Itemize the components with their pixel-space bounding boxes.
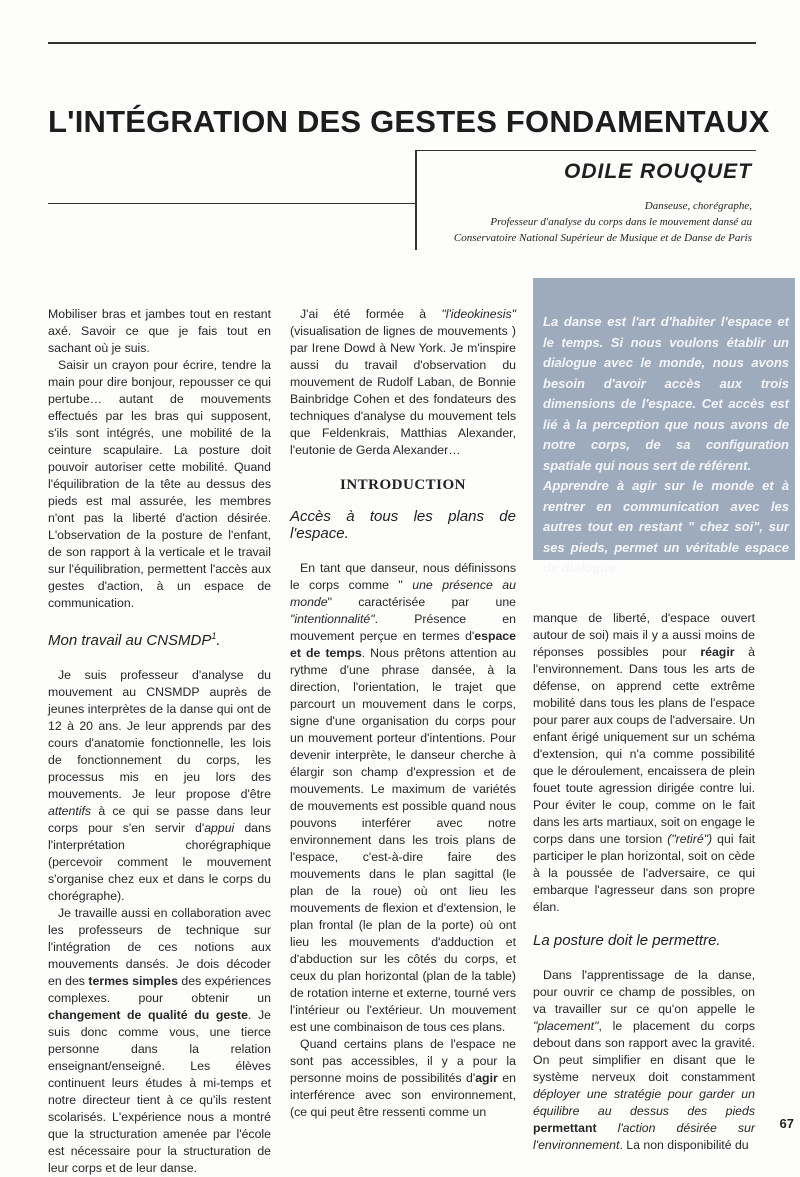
article-title: L'INTÉGRATION DES GESTES FONDAMENTAUX xyxy=(48,104,770,139)
col2-paragraph-2: En tant que danseur, nous définissons le corps comme " une présence au monde" caractérisée par une "intentionnalité". Présence en mouvement perçue en termes d'espace et de temps. Nous prêtons attention au rythme d'une phrase dansée, à la direction, l'orientation, le trajet que parcourt un mouvement dans le corps, signe d'une organisation du corps pour un mouvement porteur d'intentions. Pour devenir interprète, le danseur cherche à élargir son champ d'expression et de mouvements. Le maximum de variétés de mouvements est possible quand nous pouvons interférer avec notre environnement dans les trois plans de l'espace, c'est-à-dire faire des mouvements dans le plan sagittal (le plan de la roue) où ont lieu les mouvements de flexion et d'extension, le plan frontal (le plan de la porte) où ont lieu les mouvements d'adduction et d'abduction sur les côtés du corps, et ceux du plan horizontal (plan de la table) de rotation interne et externe, tourné vers l'intérieur ou l'extérieur. Un mouvement est une combinaison de tous ces plans. xyxy=(290,561,516,1034)
col1-paragraph-1: Mobiliser bras et jambes tout en restant axé. Savoir ce que je fais tout en sachant où je suis. xyxy=(48,307,271,355)
bio-line-2: Professeur d'analyse du corps dans le mouvement dansé au xyxy=(490,216,752,228)
col1-paragraph-4: Je travaille aussi en collaboration avec les professeurs de technique sur l'intégration de ces notions aux mouvements dansés. Je dois décoder en des termes simples des expériences complexes. pour obtenir un changement de qualité du geste. Je suis donc comme vous, une tierce personne dans la relation enseignant/enseigné. Les élèves continuent leurs études à mi-temps et notre directeur tient à ce qu'ils restent scolarisés. L'expérience nous a montré que la structuration amenée par l'école est nécessaire pour la structuration de leur corps et de leur danse. xyxy=(48,906,272,1175)
header-left-rule xyxy=(48,203,415,204)
col2-paragraph-1: J'ai été formée à "l'ideokinesis" (visualisation de lignes de mouvements ) par Irene Dowd à New York. Je m'inspire aussi du travail d'observation du mouvement de Rudolf Laban, de Bonnie Bainbridge Cohen et des fondateurs des techniques d'analyse du mouvement tels que Feldenkrais, Matthias Alexander, l'eutonie de Gerda Alexander… xyxy=(290,307,516,457)
pull-quote-paragraph-2: Apprendre à agir sur le monde et à rentrer en communication avec les autres tout en restant " chez soi", sur ses pieds, permet un véritable espace de dialogue. xyxy=(543,478,789,575)
author-bio xyxy=(392,198,752,246)
pull-quote-box xyxy=(533,278,795,575)
col2-heading: Accès à tous les plans de l'espace. xyxy=(290,508,516,542)
pull-quote-paragraph-1: La danse est l'art d'habiter l'espace et le temps. Si nous voulons établir un dialogue avec le monde, nous avons besoin d'avoir accès aux trois dimensions de l'espace. Cet accès est lié à la perception que nous avons de notre corps, de sa configuration spatiale qui nous sert de référent. xyxy=(543,314,789,473)
col3-paragraph-1: manque de liberté, d'espace ouvert autour de soi) mais il y a aussi moins de réponses possibles pour réagir à l'environnement. Dans tous les arts de défense, on apprend cette extrême mobilité dans tous les plans de l'espace pour parer aux coups de l'adversaire. Un enfant érigé uniquement sur un schéma d'extension, qui n'a comme possibilité que le déroulement, encaissera de plein fouet toute agression dirigée contre lui. Pour éviter le coup, comme on le fait dans les arts martiaux, soit on engage le corps dans une torsion ("retiré") qui fait participer le plan horizontal, soit on cède à la poussée de l'adversaire, ce qui embarque l'agresseur dans son propre élan. xyxy=(533,611,755,914)
bio-line-1: Danseuse, chorégraphe, xyxy=(644,200,752,212)
author-box-top-border xyxy=(415,150,756,151)
introduction-heading: INTRODUCTION xyxy=(339,477,466,493)
author-name: ODILE ROUQUET xyxy=(563,160,752,183)
col1-paragraph-3: Je suis professeur d'analyse du mouvement au CNSMDP auprès de jeunes interprètes de la danse qui ont de 12 à 20 ans. Je leur apprends par des cours d'anatomie fonctionnelle, les lois de fonctionnement du corps, les processus mis en jeu lors des mouvements. Je leur propose d'être attentifs à ce qui se passe dans leur corps pour s'en servir d'appui dans l'interprétation chorégraphique (percevoir comment le mouvement s'organise chez eux et dans le corps du chorégraphe). xyxy=(48,668,271,903)
col3-paragraph-2: Dans l'apprentissage de la danse, pour ouvrir ce champ de possibles, on va travailler sur ce qu'on appelle le "placement", le placement du corps debout dans son rapport avec la gravité. On peut simplifier en disant que le système nerveux doit constamment déployer une stratégie pour garder un équilibre au dessus des pieds permettant l'action désirée sur l'environnement. La non disponibilité du xyxy=(533,968,755,1152)
top-rule xyxy=(48,42,756,44)
page-number: 67 xyxy=(779,1116,794,1131)
column-2 xyxy=(290,306,516,1121)
col3-heading: La posture doit le permettre. xyxy=(533,932,721,949)
col1-paragraph-2: Saisir un crayon pour écrire, tendre la main pour dire bonjour, repousser ce qui pertube… autant de mouvements effectués par les bras qui supposent, s'ils sont intégrés, une mobilité de la ceinture scapulaire. La posture doit pouvoir autoriser cette mobilité. Quand l'équilibration de la tête au dessus des pieds est mal assurée, les membres n'ont pas la liberté d'action désirée. L'observation de la posture de l'enfant, de son rapport à la verticale et le travail sur l'équilibration, permettent l'accès aux gestes d'action, à un espace de communication. xyxy=(48,358,271,610)
column-1 xyxy=(48,306,271,1177)
col1-heading: Mon travail au CNSMDP$^1$. xyxy=(48,631,221,649)
pull-quote-text xyxy=(533,278,795,579)
column-3 xyxy=(533,610,755,1154)
col2-paragraph-3: Quand certains plans de l'espace ne sont pas accessibles, il y a pour la personne moins de possibilités d'agir en interférence avec son environnement, (ce qui peut être ressenti comme un xyxy=(290,1037,516,1119)
bio-line-3: Conservatoire National Supérieur de Musique et de Danse de Paris xyxy=(453,232,752,244)
